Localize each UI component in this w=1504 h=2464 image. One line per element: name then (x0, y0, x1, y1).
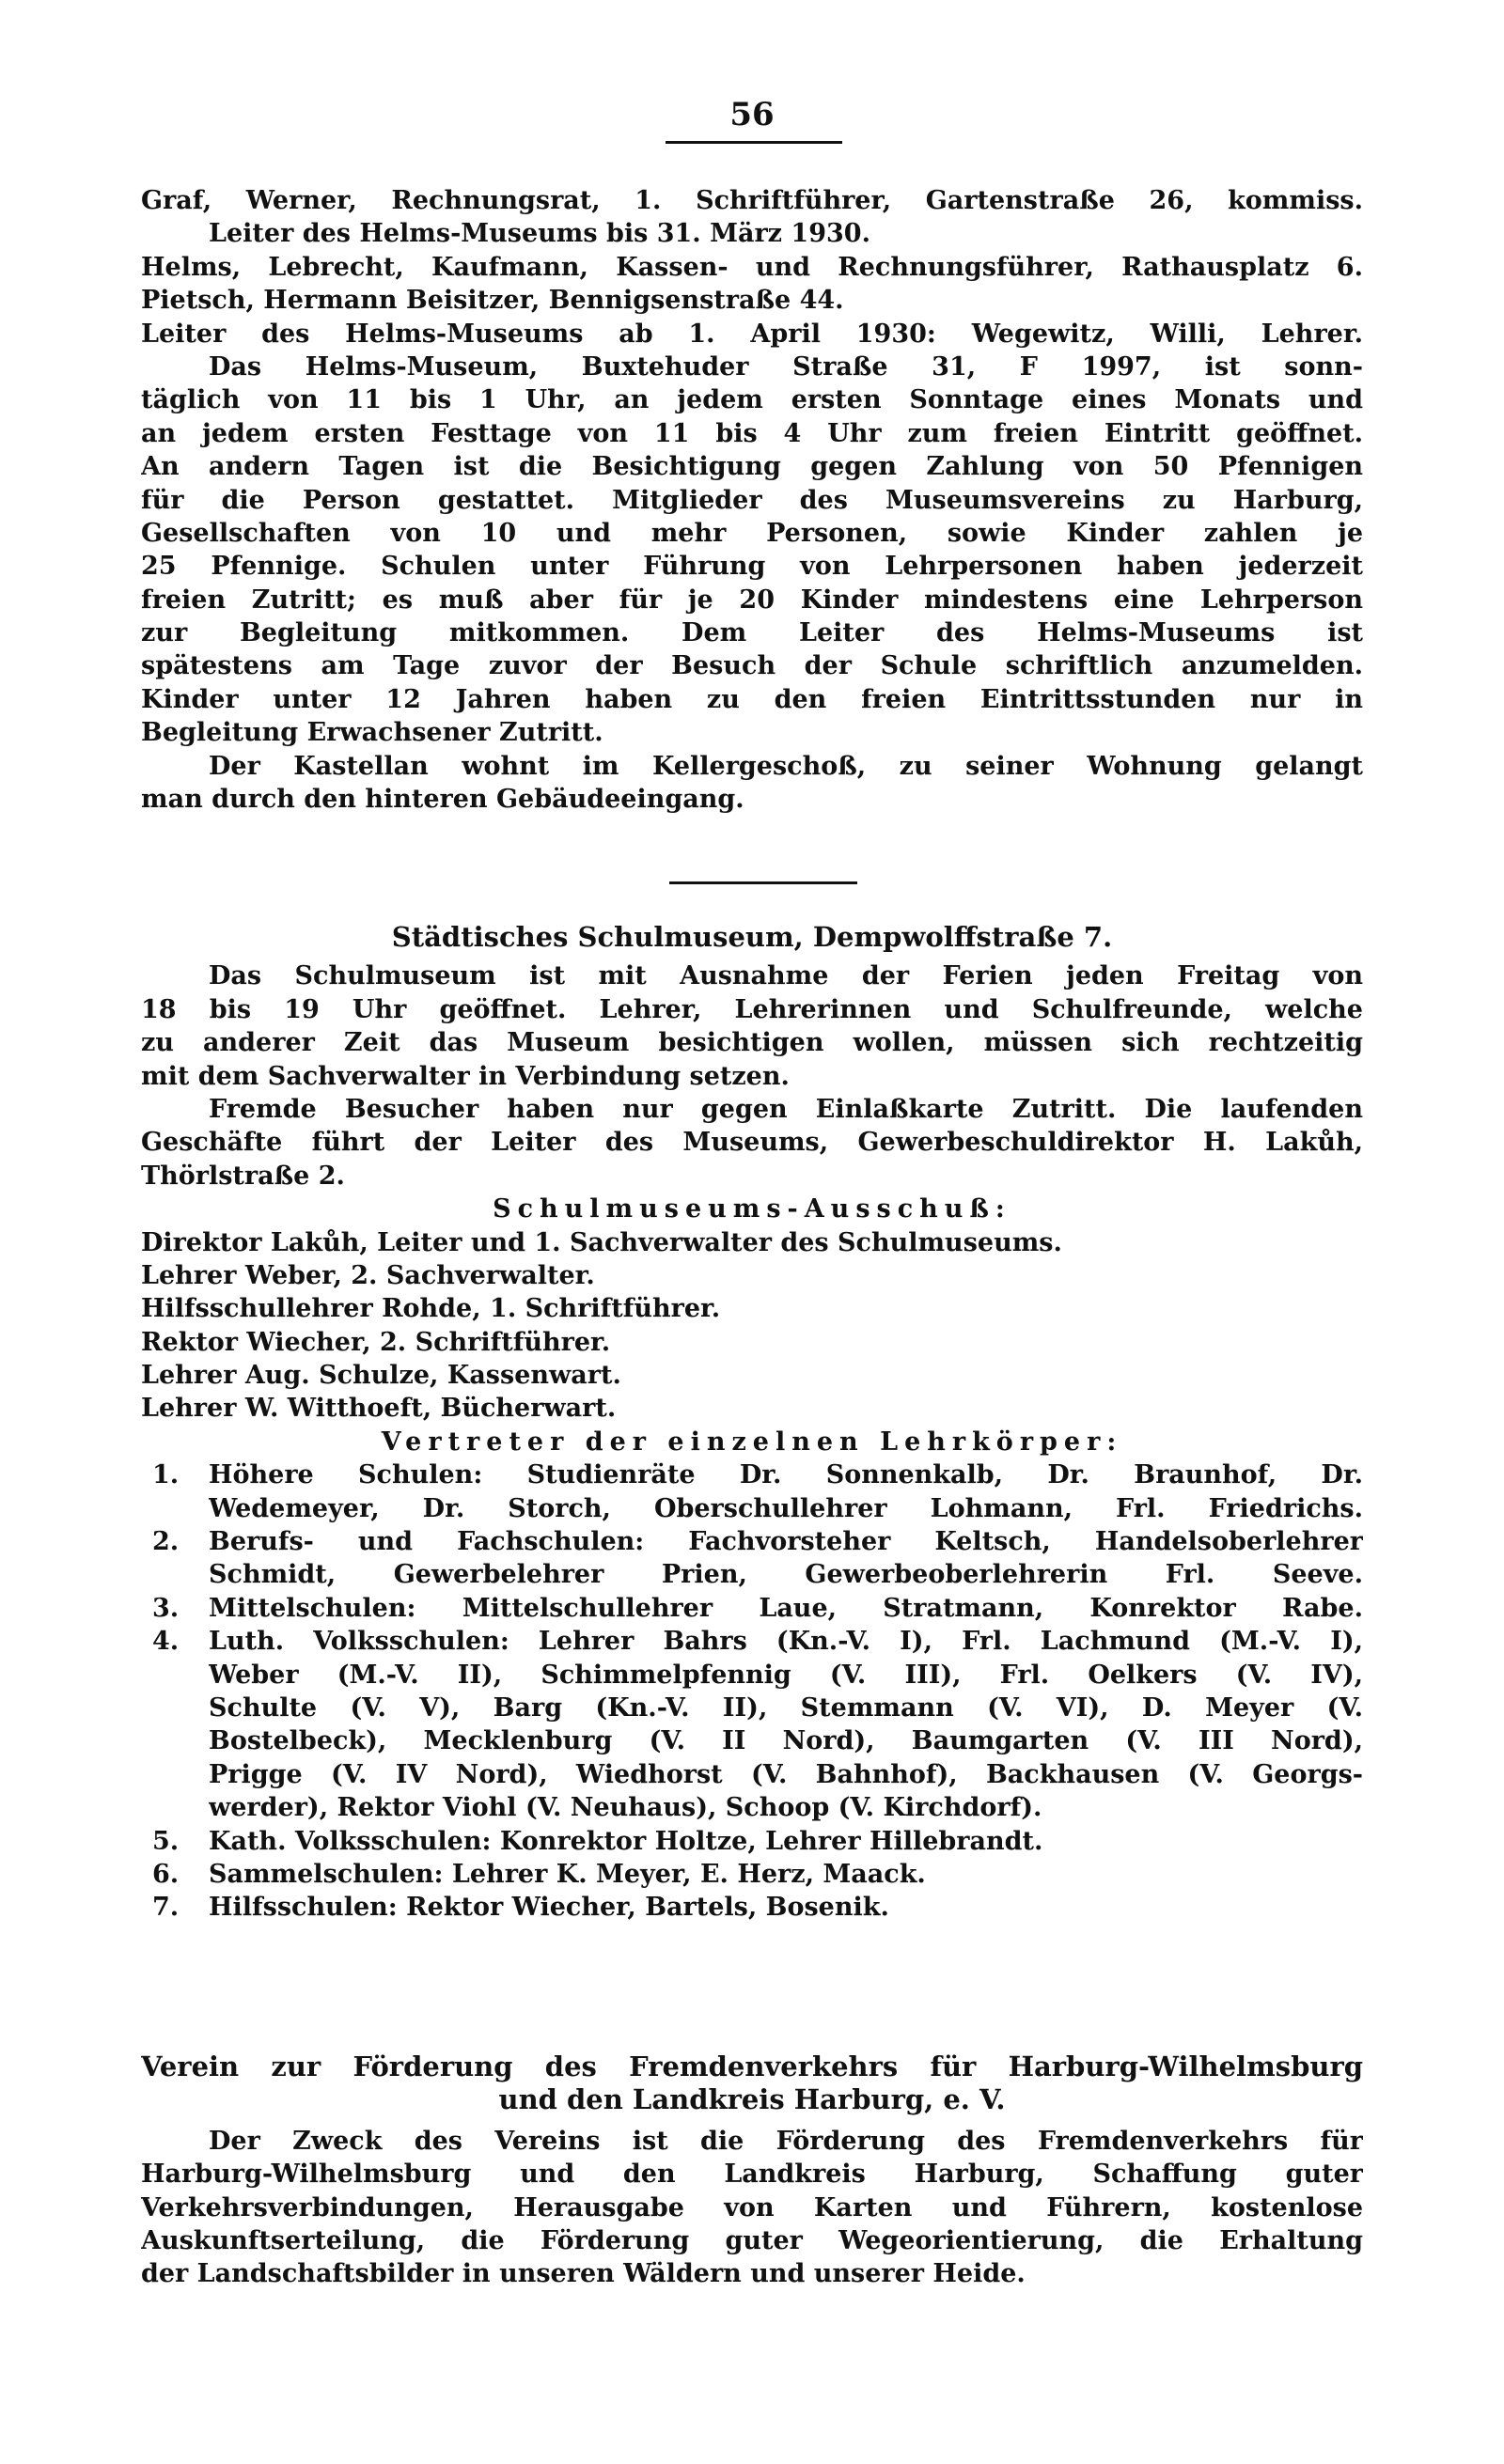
text-line: Das Helms-Museum, Buxtehuder Straße 31, F 1997, ist sonn- (209, 351, 1363, 382)
text-line: man durch den hinteren Gebäudeeingang. (141, 785, 744, 815)
text-line: Kath. Volksschulen: Konrektor Holtze, Lehrer Hillebrandt. (209, 1826, 1043, 1856)
vertreter-item (141, 1825, 1363, 1858)
list-number: 5. (152, 1826, 180, 1856)
section-divider (669, 881, 857, 884)
schulmuseum-section (141, 921, 1363, 1925)
text-line: Wedemeyer, Dr. Storch, Oberschullehrer Lohmann, Frl. Friedrichs. (209, 1493, 1363, 1523)
text-line: Weber (M.-V. II), Schimmelpfennig (V. III), Frl. Oelkers (V. IV), (209, 1660, 1363, 1690)
vertreter-item (141, 1525, 1363, 1592)
text-line: Höhere Schulen: Studienräte Dr. Sonnenkalb, Dr. Braunhof, Dr. (209, 1460, 1363, 1490)
text-line: täglich von 11 bis 1 Uhr, an jedem ersten Sonntage eines Monats und (141, 385, 1363, 415)
vertreter-item (141, 1458, 1363, 1525)
text-line: Verkehrsverbindungen, Herausgabe von Karten und Führern, kostenlose (141, 2192, 1363, 2222)
vertreter-item (141, 1592, 1363, 1625)
list-number: 2. (152, 1527, 180, 1557)
text-line: Kinder unter 12 Jahren haben zu den freien Eintrittsstunden nur in (141, 684, 1363, 714)
text-line: Prigge (V. IV Nord), Wiedhorst (V. Bahnhof), Backhausen (V. Georgs- (209, 1759, 1363, 1789)
ausschuss-heading: Schulmuseums-Ausschuß: (493, 1194, 1011, 1224)
vertreter-heading: Vertreter der einzelnen Lehrkörper: (381, 1427, 1123, 1457)
text-line: werder), Rektor Viohl (V. Neuhaus), Schoop (V. Kirchdorf). (209, 1793, 1042, 1823)
text-line: Begleitung Erwachsener Zutritt. (141, 718, 603, 748)
list-item: Lehrer Aug. Schulze, Kassenwart. (141, 1361, 621, 1391)
text-line: 25 Pfennige. Schulen unter Führung von Lehrpersonen haben jederzeit (141, 552, 1363, 582)
list-number: 1. (152, 1460, 180, 1490)
list-item: Lehrer W. Witthoeft, Bücherwart. (141, 1394, 617, 1424)
text-line: Bostelbeck), Mecklenburg (V. II Nord), Baumgarten (V. III Nord), (209, 1726, 1363, 1756)
text-line: freien Zutritt; es muß aber für je 20 Kinder mindestens eine Lehrperson (141, 585, 1363, 615)
page-number: 56 (729, 96, 775, 133)
text-line: Fremde Besucher haben nur gegen Einlaßkarte Zutritt. Die laufenden (209, 1094, 1363, 1124)
vertreter-item (141, 1891, 1363, 1924)
section-heading: Verein zur Förderung des Fremdenverkehrs für Harburg-Wilhelmsburg (141, 2051, 1363, 2082)
text-line: Schulte (V. V), Barg (Kn.-V. II), Stemmann (V. VI), D. Meyer (V. (209, 1692, 1363, 1723)
list-item: Hilfsschullehrer Rohde, 1. Schriftführer. (141, 1294, 721, 1324)
text-line: Sammelschulen: Lehrer K. Meyer, E. Herz, Maack. (209, 1859, 926, 1889)
text-line: Leiter des Helms-Museums bis 31. März 1930. (209, 219, 870, 249)
text-line: Das Schulmuseum ist mit Ausnahme der Ferien jeden Freitag von (209, 961, 1363, 991)
text-line: an jedem ersten Festtage von 11 bis 4 Uhr zum freien Eintritt geöffnet. (141, 418, 1363, 448)
section-heading: und den Landkreis Harburg, e. V. (498, 2083, 1006, 2116)
vertreter-item (141, 1858, 1363, 1891)
text-line: An andern Tagen ist die Besichtigung gegen Zahlung von 50 Pfennigen (141, 452, 1363, 482)
text-line: zu anderer Zeit das Museum besichtigen wollen, müssen sich rechtzeitig (141, 1028, 1363, 1058)
list-item: Rektor Wiecher, 2. Schriftführer. (141, 1327, 611, 1357)
text-line: Gesellschaften von 10 und mehr Personen, sowie Kinder zahlen je (141, 518, 1363, 548)
text-line: mit dem Sachverwalter in Verbindung setzen. (141, 1061, 790, 1091)
page-number-rule (666, 141, 842, 144)
list-item: Direktor Lakůh, Leiter und 1. Sachverwalter des Schulmuseums. (141, 1227, 1062, 1257)
text-line: Der Zweck des Vereins ist die Förderung des Fremdenverkehrs für (209, 2126, 1363, 2156)
text-line: Helms, Lebrecht, Kaufmann, Kassen- und Rechnungsführer, Rathausplatz 6. (141, 252, 1363, 282)
text-line: Leiter des Helms-Museums ab 1. April 1930: Wegewitz, Willi, Lehrer. (141, 319, 1363, 349)
list-number: 6. (152, 1859, 180, 1889)
text-line: Pietsch, Hermann Beisitzer, Bennigsenstraße 44. (141, 286, 844, 316)
text-line: Luth. Volksschulen: Lehrer Bahrs (Kn.-V. I), Frl. Lachmund (M.-V. I), (209, 1627, 1363, 1657)
text-line: Schmidt, Gewerbelehrer Prien, Gewerbeoberlehrerin Frl. Seeve. (209, 1560, 1363, 1590)
text-line: zur Begleitung mitkommen. Dem Leiter des Helms-Museums ist (141, 618, 1363, 648)
list-number: 7. (152, 1893, 180, 1923)
text-line: Harburg-Wilhelmsburg und den Landkreis Harburg, Schaffung guter (141, 2160, 1363, 2190)
text-line: Mittelschulen: Mittelschullehrer Laue, Stratmann, Konrektor Rabe. (209, 1593, 1363, 1623)
text-line: spätestens am Tage zuvor der Besuch der Schule schriftlich anzumelden. (141, 651, 1363, 681)
verein-section (141, 2051, 1363, 2291)
text-line: 18 bis 19 Uhr geöffnet. Lehrer, Lehrerinnen und Schulfreunde, welche (141, 994, 1363, 1024)
helms-museum-section (141, 184, 1363, 816)
text-line: für die Person gestattet. Mitglieder des Museumsvereins zu Harburg, (141, 485, 1363, 515)
vertreter-item (141, 1625, 1363, 1824)
list-item: Lehrer Weber, 2. Sachverwalter. (141, 1260, 595, 1290)
text-line: Der Kastellan wohnt im Kellergeschoß, zu seiner Wohnung gelangt (209, 751, 1363, 781)
text-line: Thörlstraße 2. (141, 1161, 345, 1191)
section-heading: Städtisches Schulmuseum, Dempwolffstraße 7. (391, 921, 1113, 953)
text-line: Geschäfte führt der Leiter des Museums, Gewerbeschuldirektor H. Lakůh, (141, 1128, 1363, 1158)
text-line: Berufs- und Fachschulen: Fachvorsteher Keltsch, Handelsoberlehrer (209, 1527, 1363, 1557)
list-number: 4. (152, 1627, 180, 1657)
text-line: der Landschaftsbilder in unseren Wäldern und unserer Heide. (141, 2259, 1026, 2289)
text-line: Auskunftserteilung, die Förderung guter Wegeorientierung, die Erhaltung (141, 2225, 1363, 2255)
text-line: Hilfsschulen: Rektor Wiecher, Bartels, Bosenik. (209, 1893, 889, 1923)
text-line: Graf, Werner, Rechnungsrat, 1. Schriftführer, Gartenstraße 26, kommiss. (141, 186, 1363, 215)
list-number: 3. (152, 1593, 180, 1623)
